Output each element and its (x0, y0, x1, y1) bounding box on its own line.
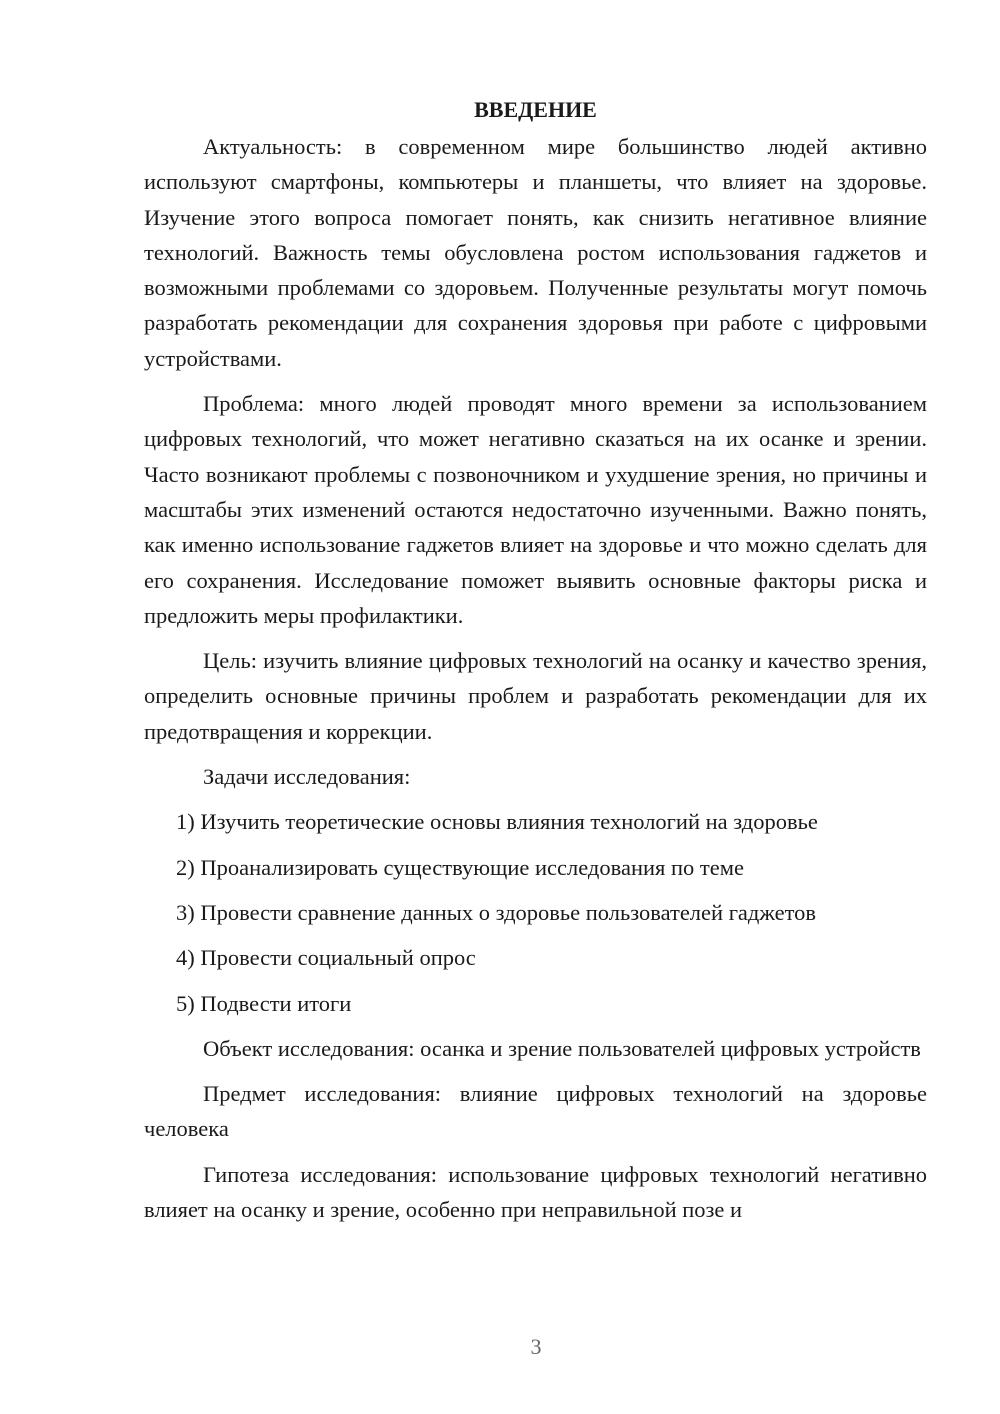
task-item-3: 3) Провести сравнение данных о здоровье пользователей гаджетов (176, 899, 816, 925)
document-page (144, 92, 927, 1237)
section-title: ВВЕДЕНИЕ (474, 97, 597, 122)
relevance-paragraph: Актуальность: в современном мире большинство людей активно используют смартфоны, компьютеры и планшеты, что влияет на здоровье. Изучение этого вопроса помогает понять, как снизить негативное влияние технологий. Важность темы обусловлена ростом использования гаджетов и возможными проблемами со здоровьем. Полученные результаты могут помочь разработать рекомендации для сохранения здоровья при работе с цифровыми устройствами. (144, 134, 927, 371)
page-number: 3 (530, 1334, 542, 1359)
problem-paragraph: Проблема: много людей проводят много времени за использованием цифровых технологий, что может негативно сказаться на их осанке и зрении. Часто возникают проблемы с позвоночником и ухудшение зрения, но причины и масштабы этих изменений остаются недостаточно изученными. Важно понять, как именно использование гаджетов влияет на здоровье и что можно сделать для его сохранения. Исследование поможет выявить основные факторы риска и предложить меры профилактики. (144, 391, 927, 628)
tasks-list (144, 804, 927, 1020)
task-item-2: 2) Проанализировать существующие исследования по теме (176, 854, 744, 880)
task-item-4: 4) Провести социальный опрос (176, 945, 476, 971)
task-item-5: 5) Подвести итоги (176, 990, 352, 1016)
subject-paragraph: Предмет исследования: влияние цифровых технологий на здоровье человека (144, 1081, 927, 1142)
object-paragraph: Объект исследования: осанка и зрение пользователей цифровых устройств (203, 1035, 921, 1061)
goal-paragraph: Цель: изучить влияние цифровых технологий на осанку и качество зрения, определить основные причины проблем и разработать рекомендации для их предотвращения и коррекции. (144, 648, 927, 744)
tasks-heading: Задачи исследования: (203, 764, 411, 790)
hypothesis-paragraph: Гипотеза исследования: использование цифровых технологий негативно влияет на осанку и зрение, особенно при неправильной позе и (144, 1161, 927, 1223)
task-item-1: 1) Изучить теоретические основы влияния технологий на здоровье (176, 809, 818, 835)
